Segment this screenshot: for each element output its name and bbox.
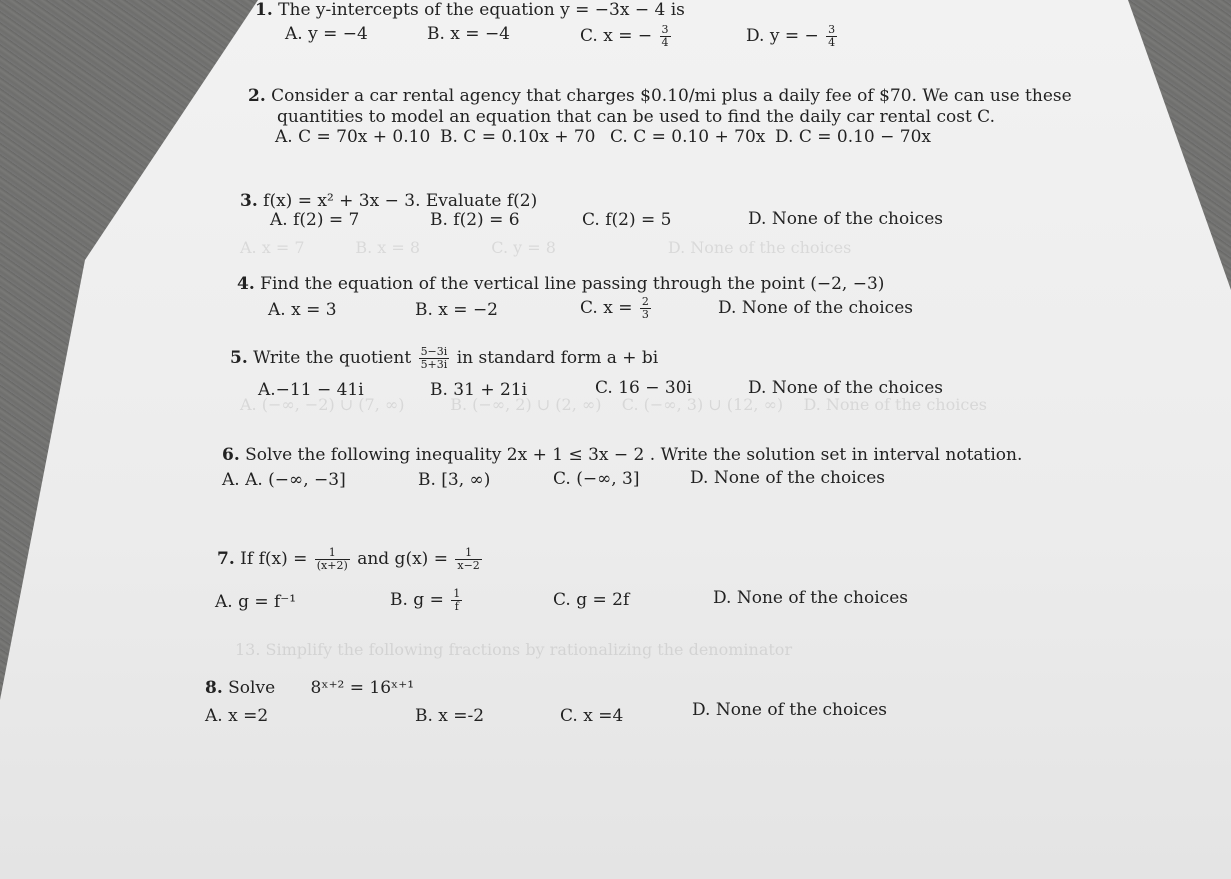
option-d-label: D. y = − — [746, 26, 819, 46]
option-b[interactable] — [390, 588, 464, 613]
fraction: $\frac{5-3i}{5+3i}$ — [420, 345, 448, 371]
option-a[interactable]: A. y = −4 — [285, 24, 368, 44]
option-d[interactable]: D. None of the choices — [748, 378, 943, 398]
question-text-a: Solve — [228, 678, 276, 698]
option-b[interactable]: B. C = 0.10x + 70 — [440, 127, 596, 147]
option-a[interactable]: A. x = 3 — [268, 300, 337, 320]
question-1 — [255, 0, 685, 20]
question-text: The y-intercepts of the equation y = −3x − 4 is — [278, 0, 685, 20]
option-a[interactable]: A. A. (−∞, −3] — [222, 470, 346, 490]
option-d[interactable] — [746, 24, 839, 49]
question-7 — [217, 547, 484, 572]
option-c[interactable] — [580, 296, 653, 321]
option-b[interactable]: B. x = −2 — [415, 300, 498, 320]
option-a[interactable]: A. C = 70x + 0.10 — [275, 127, 431, 147]
option-c[interactable]: C. f(2) = 5 — [582, 210, 672, 230]
question-text-a: If f(x) = — [240, 549, 308, 569]
option-c[interactable]: C. C = 0.10 + 70x — [610, 127, 766, 147]
option-c[interactable]: C. x =4 — [560, 706, 624, 726]
option-a[interactable]: A.−11 − 41i — [258, 380, 364, 400]
question-number: 6. — [222, 445, 240, 465]
fraction: $\frac{1}{(x+2)}$ — [316, 546, 348, 572]
question-number: 8. — [205, 678, 223, 698]
option-d[interactable]: D. None of the choices — [690, 468, 885, 488]
option-c[interactable]: C. (−∞, 3] — [553, 469, 640, 489]
question-3 — [240, 191, 537, 211]
equation: 8ˣ⁺² = 16ˣ⁺¹ — [310, 678, 415, 698]
option-a[interactable]: A. f(2) = 7 — [270, 210, 360, 230]
question-number: 7. — [217, 549, 235, 569]
option-d[interactable]: D. None of the choices — [718, 298, 913, 318]
option-d[interactable]: D. None of the choices — [748, 209, 943, 229]
fraction: $\frac{3}{4}$ — [828, 23, 836, 49]
question-text-b: and g(x) = — [357, 549, 448, 569]
option-a[interactable]: A. x =2 — [205, 706, 269, 726]
option-c-label: C. x = − — [580, 26, 653, 46]
option-b-label: B. g = — [390, 590, 444, 610]
question-text-line2: quantities to model an equation that can be used to find the daily car rental cost C. — [277, 107, 995, 127]
option-c-label: C. x = — [580, 298, 633, 318]
question-6 — [222, 445, 1022, 465]
option-d[interactable]: D. None of the choices — [692, 700, 887, 720]
question-text-b: in standard form a + bi — [456, 348, 659, 368]
option-d[interactable]: D. C = 0.10 − 70x — [775, 127, 932, 147]
question-number: 3. — [240, 191, 258, 211]
fraction: $\frac{1}{f}$ — [453, 587, 461, 613]
question-number: 4. — [237, 274, 255, 294]
option-b[interactable]: B. f(2) = 6 — [430, 210, 520, 230]
question-number: 1. — [255, 0, 273, 20]
question-2 — [248, 86, 1072, 106]
option-b[interactable]: B. [3, ∞) — [418, 470, 491, 490]
option-b[interactable]: B. x =-2 — [415, 706, 485, 726]
question-4 — [237, 274, 884, 294]
question-number: 2. — [248, 86, 266, 106]
fraction: $\frac{1}{x-2}$ — [457, 546, 480, 572]
option-c[interactable] — [580, 24, 673, 49]
question-number: 5. — [230, 348, 248, 368]
option-c[interactable]: C. 16 − 30i — [595, 378, 692, 398]
option-b[interactable]: B. x = −4 — [427, 24, 510, 44]
option-d[interactable]: D. None of the choices — [713, 588, 908, 608]
question-text: f(x) = x² + 3x − 3. Evaluate f(2) — [263, 191, 538, 211]
option-b[interactable]: B. 31 + 21i — [430, 380, 528, 400]
fraction: $\frac{3}{4}$ — [661, 23, 669, 49]
question-8 — [205, 678, 414, 698]
question-text: Solve the following inequality 2x + 1 ≤ 3x − 2 . Write the solution set in interval notation. — [245, 445, 1023, 465]
question-text-line1: Consider a car rental agency that charges $0.10/mi plus a daily fee of $70. We can use these — [271, 86, 1072, 106]
option-a[interactable]: A. g = f⁻¹ — [215, 592, 297, 612]
option-c[interactable]: C. g = 2f — [553, 590, 630, 610]
question-text-a: Write the quotient — [253, 348, 412, 368]
question-text: Find the equation of the vertical line passing through the point (−2, −3) — [260, 274, 885, 294]
question-5 — [230, 346, 658, 371]
fraction: $\frac{2}{3}$ — [641, 295, 649, 321]
